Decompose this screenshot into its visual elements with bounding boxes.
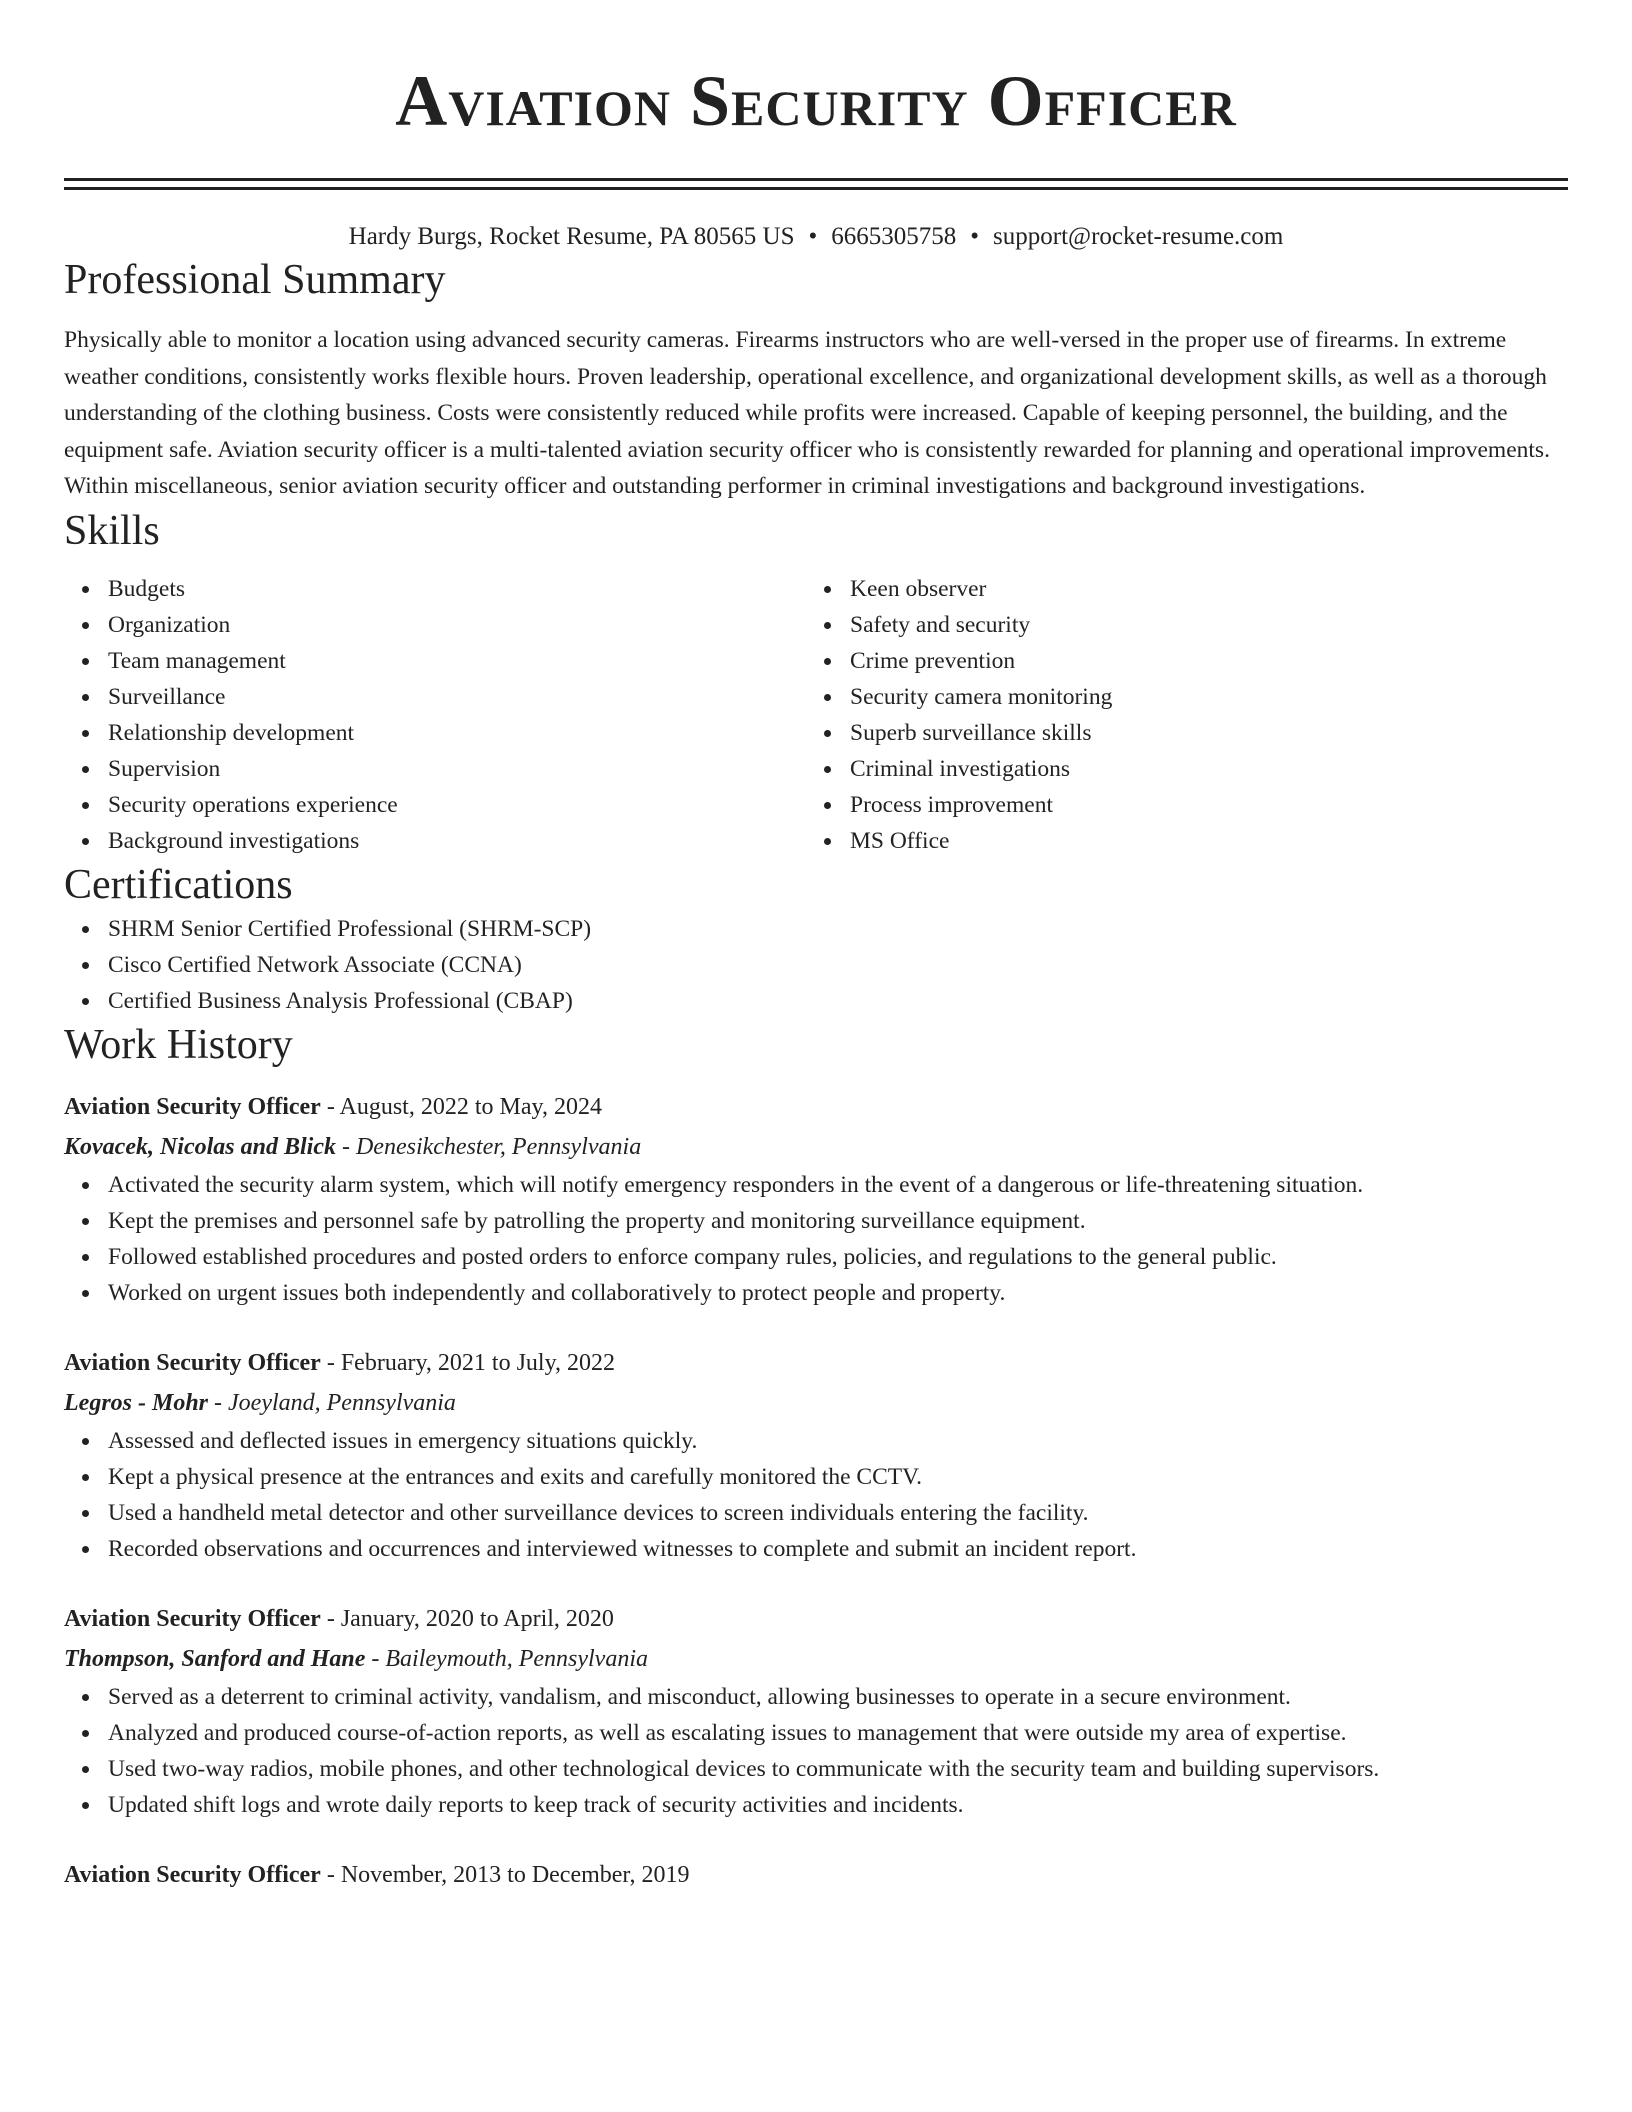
job-company-line: [64, 1127, 1568, 1167]
skill-item: Process improvement: [850, 787, 1548, 823]
certification-item: Certified Business Analysis Professional (CBAP): [108, 983, 1568, 1019]
skill-item: Organization: [108, 607, 806, 643]
job-duties-list: [64, 1679, 1568, 1823]
job-title-line: [64, 1087, 1568, 1127]
skill-item: Relationship development: [108, 715, 806, 751]
job-duty-item: Kept a physical presence at the entrances and exits and carefully monitored the CCTV.: [108, 1459, 1568, 1495]
job-company-line: [64, 1383, 1568, 1423]
contact-email: support@rocket-resume.com: [993, 223, 1284, 250]
job-location: - Joeyland, Pennsylvania: [208, 1389, 456, 1416]
skill-item: Keen observer: [850, 571, 1548, 607]
job-title-line: [64, 1855, 1568, 1895]
skill-item: Superb surveillance skills: [850, 715, 1548, 751]
skill-item: Budgets: [108, 571, 806, 607]
job-role: Aviation Security Officer: [64, 1093, 321, 1120]
skill-item: Surveillance: [108, 679, 806, 715]
job-title-line: [64, 1343, 1568, 1383]
skills-grid: [64, 571, 1568, 859]
skill-item: Safety and security: [850, 607, 1548, 643]
job-duties-list: [64, 1423, 1568, 1567]
certification-item: Cisco Certified Network Associate (CCNA): [108, 947, 1568, 983]
skill-item: Supervision: [108, 751, 806, 787]
skills-list-left: [64, 571, 806, 859]
skill-item: Security operations experience: [108, 787, 806, 823]
skill-item: Crime prevention: [850, 643, 1548, 679]
summary-heading: Professional Summary: [64, 257, 446, 303]
job-entry: [64, 1599, 1568, 1823]
certifications-list: [64, 911, 1568, 1019]
skill-item: Team management: [108, 643, 806, 679]
contact-separator: •: [808, 223, 818, 250]
skill-item: Criminal investigations: [850, 751, 1548, 787]
skill-item: Background investigations: [108, 823, 806, 859]
skills-column-right: [806, 571, 1548, 859]
contact-separator: •: [970, 223, 980, 250]
job-role: Aviation Security Officer: [64, 1605, 321, 1632]
job-dates: - November, 2013 to December, 2019: [320, 1861, 690, 1888]
title-divider: [64, 178, 1568, 190]
job-duty-item: Used two-way radios, mobile phones, and other technological devices to communicate with the security team and building supervisors.: [108, 1751, 1568, 1787]
job-entry: [64, 1855, 1568, 1895]
job-company: Legros - Mohr: [64, 1389, 209, 1416]
resume-page: [64, 0, 1568, 1895]
job-duty-item: Worked on urgent issues both independently and collaboratively to protect people and property.: [108, 1275, 1568, 1311]
skills-heading: Skills: [64, 507, 160, 554]
summary-text: Physically able to monitor a location using advanced security cameras. Firearms instructors who are well-versed in the proper use of firearms. In extreme weather conditions, consistently works flexible hours. Proven leadership, operational excellence, and organizational development skills, as well as a thorough understanding of the clothing business. Costs were consistently reduced while profits were increased. Capable of keeping personnel, the building, and the equipment safe. Aviation security officer is a multi-talented aviation security officer who is consistently rewarded for planning and operational improvements. Within miscellaneous, senior aviation security officer and outstanding performer in criminal investigations and background investigations.: [64, 327, 1550, 499]
contact-line: [64, 220, 1568, 254]
certification-item: SHRM Senior Certified Professional (SHRM-SCP): [108, 911, 1568, 947]
job-title-line: [64, 1599, 1568, 1639]
job-dates: - August, 2022 to May, 2024: [320, 1093, 602, 1120]
job-duty-item: Served as a deterrent to criminal activity, vandalism, and misconduct, allowing businesses to operate in a secure environment.: [108, 1679, 1568, 1715]
contact-phone: 6665305758: [831, 223, 957, 250]
job-entry: [64, 1343, 1568, 1567]
job-duty-item: Activated the security alarm system, which will notify emergency responders in the event of a dangerous or life-threatening situation.: [108, 1167, 1568, 1203]
job-duty-item: Analyzed and produced course-of-action reports, as well as escalating issues to management that were outside my area of expertise.: [108, 1715, 1568, 1751]
job-role: Aviation Security Officer: [64, 1349, 321, 1376]
job-duty-item: Followed established procedures and posted orders to enforce company rules, policies, and regulations to the general public.: [108, 1239, 1568, 1275]
work-history-heading: Work History: [64, 1021, 293, 1068]
job-duties-list: [64, 1167, 1568, 1311]
job-company-line: [64, 1639, 1568, 1679]
job-entry: [64, 1087, 1568, 1311]
skills-list-right: [806, 571, 1548, 859]
skill-item: MS Office: [850, 823, 1548, 859]
job-location: - Baileymouth, Pennsylvania: [365, 1645, 648, 1672]
job-duty-item: Recorded observations and occurrences and interviewed witnesses to complete and submit an incident report.: [108, 1531, 1568, 1567]
job-location: - Denesikchester, Pennsylvania: [335, 1133, 642, 1160]
job-duty-item: Updated shift logs and wrote daily reports to keep track of security activities and incidents.: [108, 1787, 1568, 1823]
job-dates: - January, 2020 to April, 2020: [320, 1605, 614, 1632]
job-duty-item: Kept the premises and personnel safe by patrolling the property and monitoring surveillance equipment.: [108, 1203, 1568, 1239]
job-duty-item: Used a handheld metal detector and other surveillance devices to screen individuals entering the facility.: [108, 1495, 1568, 1531]
contact-address: Hardy Burgs, Rocket Resume, PA 80565 US: [348, 223, 795, 250]
job-company: Thompson, Sanford and Hane: [64, 1645, 366, 1672]
resume-title: Aviation Security Officer: [395, 61, 1237, 141]
job-company: Kovacek, Nicolas and Blick: [64, 1133, 336, 1160]
skills-column-left: [64, 571, 806, 859]
skill-item: Security camera monitoring: [850, 679, 1548, 715]
job-role: Aviation Security Officer: [64, 1861, 321, 1888]
job-dates: - February, 2021 to July, 2022: [320, 1349, 616, 1376]
job-duty-item: Assessed and deflected issues in emergency situations quickly.: [108, 1423, 1568, 1459]
certifications-heading: Certifications: [64, 861, 293, 908]
